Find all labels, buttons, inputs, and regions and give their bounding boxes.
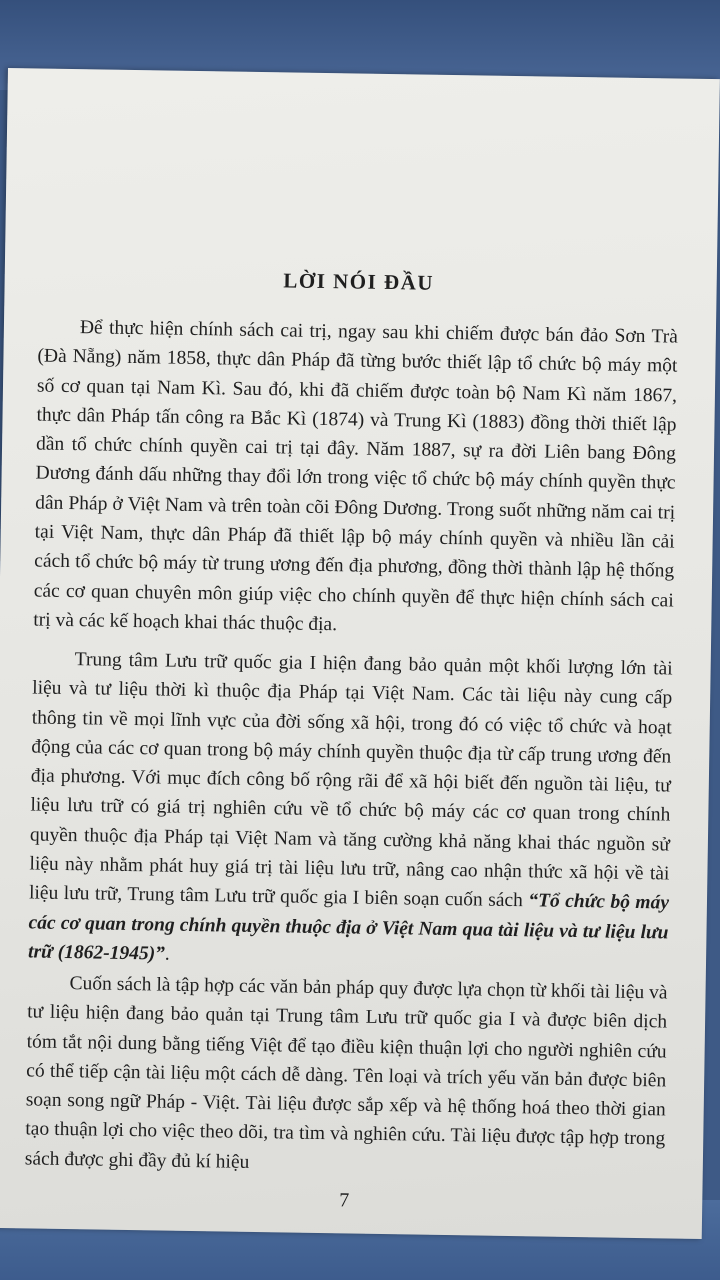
page-heading: LỜI NÓI ĐẦU (283, 268, 435, 295)
paragraph-2-end: . (164, 943, 170, 965)
book-page (0, 68, 720, 1239)
page-number: 7 (339, 1189, 350, 1212)
paragraph-1: Để thực hiện chính sách cai trị, ngay sau khi chiếm được bán đảo Sơn Trà (Đà Nẵng) năm 1858, thực dân Pháp đã từng bước thiết lập tổ chức bộ máy một số cơ quan tại Nam Kì. Sau đó, khi đã chiếm được toàn bộ Nam Kì năm 1867, thực dân Pháp tấn công ra Bắc Kì (1874) và Trung Kì (1883) đồng thời thiết lập dần tổ chức chính quyền cai trị tại đây. Năm 1887, sự ra đời Liên bang Đông Dương đánh dấu những thay đổi lớn trong việc tổ chức bộ máy chính quyền thực dân Pháp ở Việt Nam và trên toàn cõi Đông Dương. Trong suốt những năm cai trị tại Việt Nam, thực dân Pháp đã thiết lập bộ máy chính quyền và nhiều lần cải cách tổ chức bộ máy từ trung ương đến địa phương, đồng thời thành lập hệ thống các cơ quan chuyên môn giúp việc cho chính quyền để thực hiện chính sách cai trị và các kế hoạch khai thác thuộc địa. (33, 317, 679, 636)
paragraph-2 (28, 644, 673, 976)
paragraph-2-text: Trung tâm Lưu trữ quốc gia I hiện đang bảo quản một khối lượng lớn tài liệu và tư liệu thời kì thuộc địa Pháp tại Việt Nam. Các tài liệu này cung cấp thông tin về mọi lĩnh vực của đời sống xã hội, trong đó có việc tổ chức và hoạt động của các cơ quan trong bộ máy chính quyền thuộc địa từ cấp trung ương đến địa phương. Với mục đích công bố rộng rãi để xã hội biết đến nguồn tài liệu, tư liệu lưu trữ có giá trị nghiên cứu về tổ chức bộ máy các cơ quan trong chính quyền thuộc địa Pháp tại Việt Nam và tăng cường khả năng khai thác nguồn sử liệu này nhằm phát huy giá trị tài liệu lưu trữ, nâng cao nhận thức xã hội về tài liệu lưu trữ, Trung tâm Lưu trữ quốc gia I biên soạn cuốn sách (28, 649, 673, 912)
book-title: “Tổ chức bộ máy các cơ quan trong chính quyền thuộc địa ở Việt Nam qua tài liệu và tư liệu lưu trữ (1862-1945)” (27, 890, 670, 965)
paragraph-3: Cuốn sách là tập hợp các văn bản pháp quy được lựa chọn từ khối tài liệu và tư liệu hiện đang bảo quản tại Trung tâm Lưu trữ quốc gia I và được biên dịch tóm tắt nội dung bằng tiếng Việt để tạo điều kiện thuận lợi cho người nghiên cứu có thể tiếp cận tài liệu một cách dễ dàng. Tên loại và trích yếu văn bản được biên soạn song ngữ Pháp - Việt. Tài liệu được sắp xếp và hệ thống hoá theo thời gian tạo thuận lợi cho việc theo dõi, tra tìm và nghiên cứu. Tài liệu được tập hợp trong sách được ghi đầy đủ kí hiệu (24, 973, 668, 1173)
